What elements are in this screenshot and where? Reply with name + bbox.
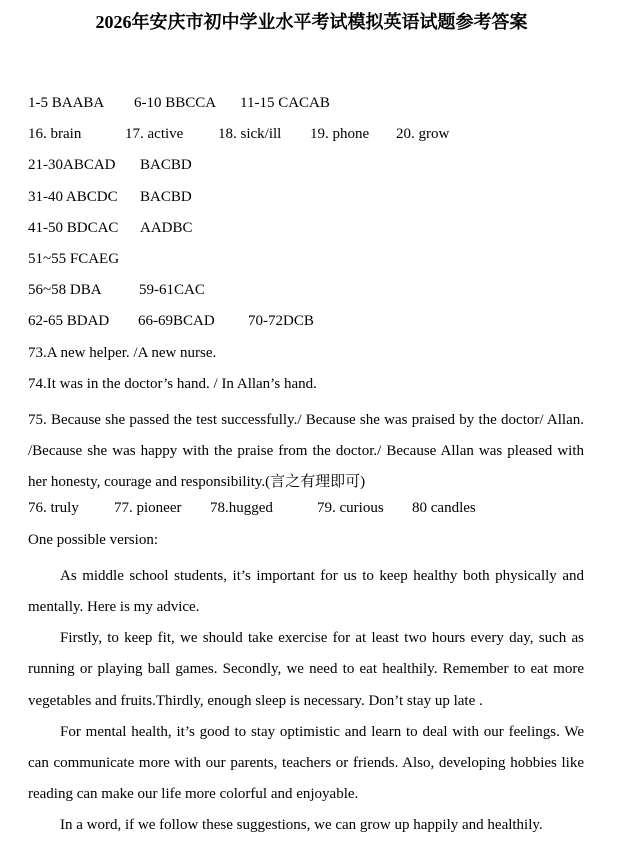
answer-row-16-20: [28, 124, 584, 155]
answer-59-61: 59-61CAC: [139, 282, 205, 299]
answer-row-76-80: [28, 498, 584, 529]
answer-66-69: 66-69BCAD: [138, 313, 215, 330]
writing-paragraph-3: For mental health, it’s good to stay optimistic and learn to deal with our feelings. We can communicate more with our parents, teachers or friends. Also, developing hobbies like reading can make our life more colorful and enjoyable.: [28, 723, 584, 803]
writing-paragraph-2: Firstly, to keep fit, we should take exercise for at least two hours every day, such as running or playing ball games. Secondly, we need to eat healthily. Remember to eat more vegetables and fruits.Thirdly, enough sleep is necessary. Don’t stay up late .: [28, 630, 584, 709]
writing-paragraph-4: In a word, if we follow these suggestions, we can grow up happily and healthily.: [60, 817, 543, 834]
answer-46-50: AADBC: [140, 219, 193, 236]
answer-row-56-61: [28, 280, 584, 311]
answer-73: [28, 343, 584, 374]
answer-row-41-50: [28, 218, 584, 249]
answer-70-72: 70-72DCB: [248, 313, 314, 330]
answer-row-51-55: [28, 249, 584, 280]
answer-79: 79. curious: [317, 500, 384, 517]
answer-11-15: 11-15 CACAB: [240, 95, 330, 111]
answer-36-40: BACBD: [140, 188, 192, 205]
answer-77: 77. pioneer: [114, 500, 182, 517]
answer-21-25: 21-30ABCAD: [28, 157, 116, 174]
answer-26-30: BACBD: [140, 157, 192, 174]
answer-list: [28, 93, 584, 842]
answer-74-text: 74.It was in the doctor’s hand. / In Allan’s hand.: [28, 375, 317, 392]
answer-51-55: 51~55 FCAEG: [28, 250, 120, 267]
answer-row-1-15: [28, 93, 584, 124]
answer-19: 19. phone: [310, 126, 370, 143]
answer-1-5: 1-5 BAABA: [28, 95, 105, 111]
answer-16: 16. brain: [28, 126, 82, 143]
answer-78: 78.hugged: [210, 500, 273, 517]
answer-row-62-72: [28, 311, 584, 342]
answer-76: 76. truly: [28, 500, 79, 517]
page-title: 2026年安庆市初中学业水平考试模拟英语试题参考答案: [95, 12, 528, 32]
writing-intro: [28, 530, 584, 561]
writing-intro-text: One possible version:: [28, 531, 158, 548]
answer-31-35: 31-40 ABCDC: [28, 188, 118, 205]
answer-41-45: 41-50 BDCAC: [28, 219, 119, 236]
answer-row-31-40: [28, 187, 584, 218]
answer-75: 75. Because she passed the test successfully./ Because she was praised by the doctor/ Allan. /Because she was happy with the praise from the doctor./ Because Allan was pleased with her honesty, courage and responsibility.(言之有理即可): [28, 411, 584, 491]
answer-row-21-30: [28, 155, 584, 186]
answer-73-text: 73.A new helper. /A new nurse.: [28, 344, 217, 361]
writing-paragraph-1: As middle school students, it’s important for us to keep healthy both physically and mentally. Here is my advice.: [28, 567, 584, 616]
answer-56-58: 56~58 DBA: [28, 282, 102, 299]
answer-80: 80 candles: [412, 500, 476, 517]
answer-17: 17. active: [125, 126, 184, 143]
answer-74: [28, 374, 584, 405]
answer-20: 20. grow: [396, 126, 450, 143]
answer-6-10: 6-10 BBCCA: [134, 95, 217, 111]
answer-62-65: 62-65 BDAD: [28, 313, 110, 330]
answer-18: 18. sick/ill: [218, 126, 282, 143]
